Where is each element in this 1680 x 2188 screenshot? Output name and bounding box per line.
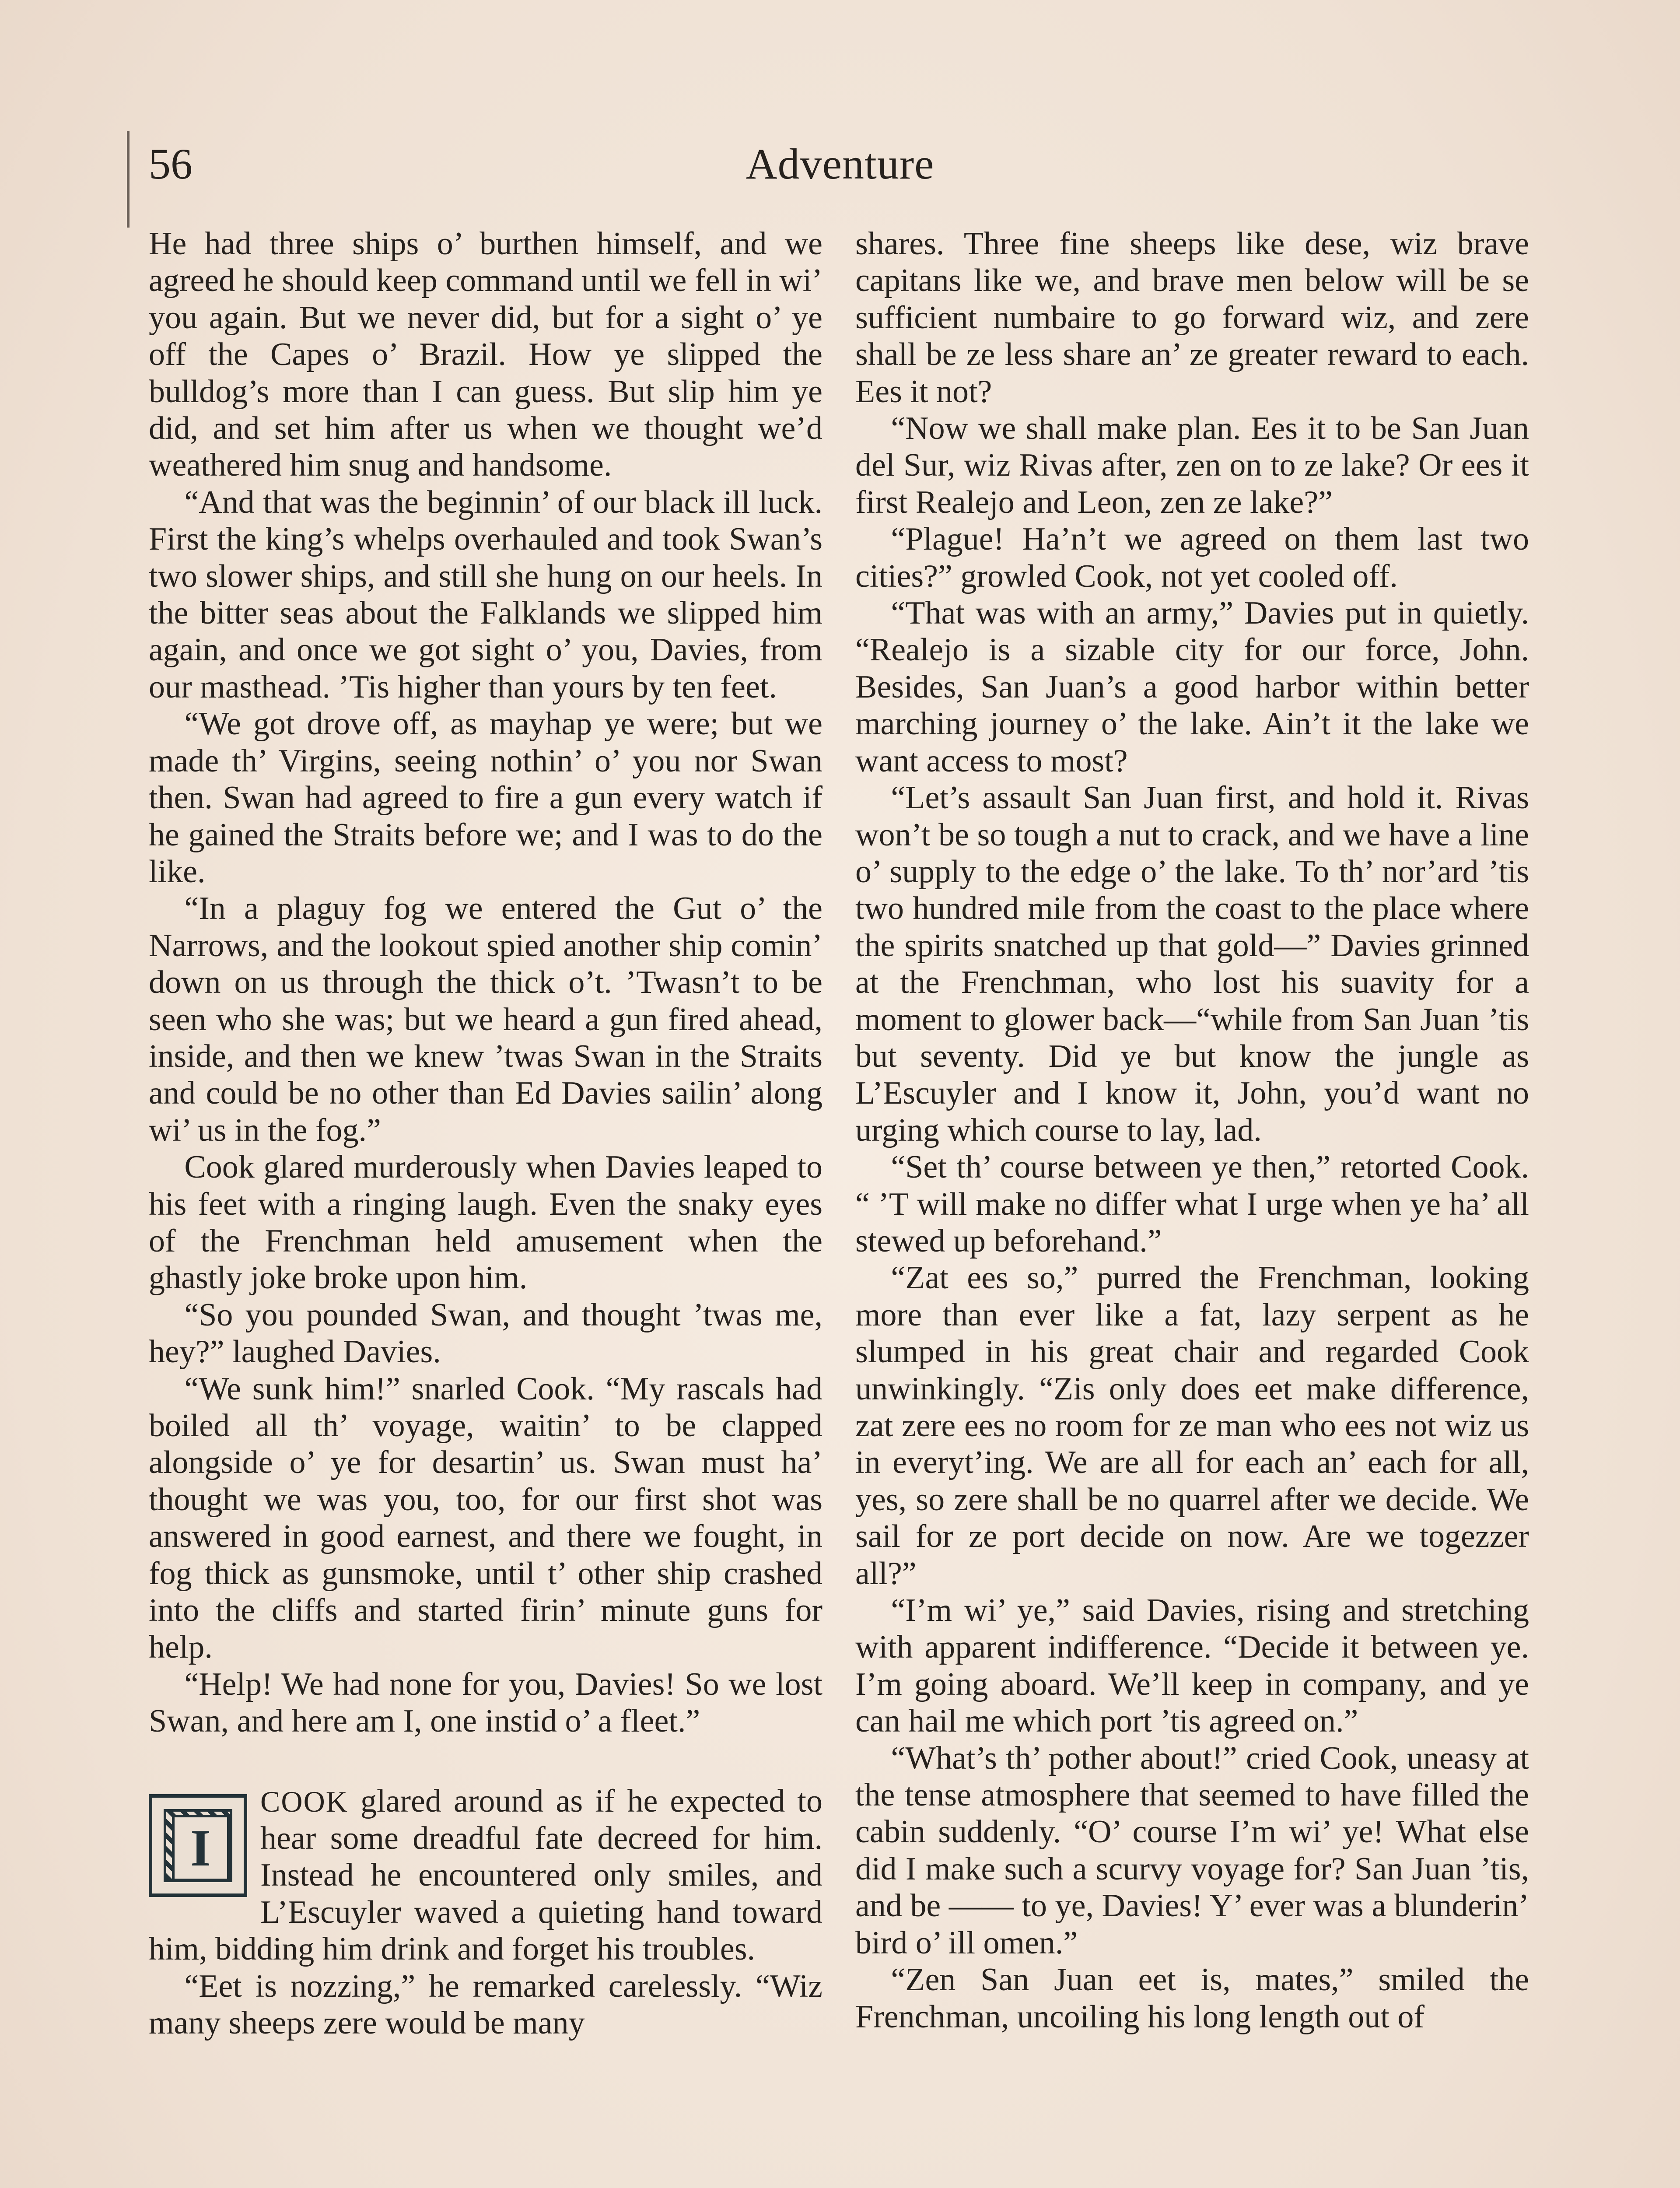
paragraph: “In a plaguy fog we entered the Gut o’ the Narrows, and the lookout spied another ship comin’ down on us through the thick o’t. ’Twasn’t to be seen who she was; but we heard a gun fired ahead, inside, and then we knew ’twas Swan in the Straits and could be no other than Ed Davies sailin’ along wi’ us in the fog.” [149,891,822,1148]
margin-rule [127,131,130,228]
paragraph: “We sunk him!” snarled Cook. “My rascals had boiled all th’ voyage, waitin’ to be clapped alongside o’ ye for desartin’ us. Swan must ha’ thought we was you, too, for our first shot was answered in good earnest, and there we fought, in fog thick as gunsmoke, until t’ other ship crashed into the cliffs and started firin’ minute guns for help. [149,1371,822,1666]
paragraph: shares. Three fine sheeps like dese, wiz brave capitans like we, and brave men below will be se sufficient numbaire to go forward wiz, and zere shall be ze less share an’ ze greater reward to each. Ees it not? [855,226,1529,410]
paragraph: “That was with an army,” Davies put in quietly. “Realejo is a sizable city for our force, John. Besides, San Juan’s a good harbor within better marching journey o’ the lake. Ain’t it the lake we want access to most? [855,595,1529,779]
paragraph: “Zat ees so,” purred the Frenchman, looking more than ever like a fat, lazy serpent as he slumped in his great chair and regarded Cook unwinkingly. “Zis only does eet make difference, zat zere ees no room for ze man who ees not wiz us in everyt’ing. We are all for each an’ each for all, yes, so zere shall be no quarrel after we decide. We sail for ze port decide on now. Are we togezzer all?” [855,1260,1529,1592]
paragraph: “We got drove off, as mayhap ye were; but we made th’ Virgins, seeing nothin’ o’ you nor Swan then. Swan had agreed to fire a gun every watch if he gained the Straits before we; and I was to do the like. [149,706,822,890]
page-number: 56 [149,140,192,188]
magazine-title: Adventure [746,140,934,188]
paragraph: “Plague! Ha’n’t we agreed on them last two cities?” growled Cook, not yet cooled off. [855,521,1529,594]
dropcap-word: COOK [260,1785,348,1818]
paragraph: “I’m wi’ ye,” said Davies, rising and stretching with apparent indifference. “Decide it between ye. I’m going aboard. We’ll keep in company, and ye can hail me which port ’tis agreed on.” [855,1592,1529,1739]
dropcap-text: glared around as if he expected to hear some dreadful fate decreed for him. Instead he encountered only smiles, and L’Escuyler waved a quieting hand toward him, bidding him drink and forget his troubles. [149,1783,822,1967]
left-column [149,225,822,2188]
paragraph: “Set th’ course between ye then,” retorted Cook. “ ’T will make no differ what I urge when ye ha’ all stewed up beforehand.” [855,1149,1529,1259]
paragraph: “Zen San Juan eet is, mates,” smiled the Frenchman, uncoiling his long length out of [855,1962,1529,2035]
dropcap-paragraph [149,1783,822,1968]
paragraph: “Let’s assault San Juan first, and hold it. Rivas won’t be so tough a nut to crack, and we have a line o’ supply to the edge o’ the lake. To th’ nor’ard ’tis two hundred mile from the coast to the place where the spirits snatched up that gold—” Davies grinned at the Frenchman, who lost his suavity for a moment to glower back—“while from San Juan ’tis but seventy. Did ye but know the jungle as L’Escuyler and I know it, John, you’d want no urging which course to lay, lad. [855,780,1529,1148]
paragraph: “Eet is nozzing,” he remarked carelessly. “Wiz many sheeps zere would be many [149,1968,822,2041]
paragraph: He had three ships o’ burthen himself, and we agreed he should keep command until we fell in wi’ you again. But we never did, but for a sight o’ ye off the Capes o’ Brazil. How ye slipped the bulldog’s more than I can guess. But slip him ye did, and set him after us when we thought we’d weathered him snug and handsome. [149,226,822,484]
paragraph: “Now we shall make plan. Ees it to be San Juan del Sur, wiz Rivas after, zen on to ze lake? Or ees it first Realejo and Leon, zen ze lake?” [855,410,1529,520]
dropcap-letter: I [172,1815,230,1881]
paragraph: “So you pounded Swan, and thought ’twas me, hey?” laughed Davies. [149,1297,822,1370]
paragraph: “Help! We had none for you, Davies! So we lost Swan, and here am I, one instid o’ a fleet.” [149,1666,822,1739]
right-column [855,225,1529,2188]
paragraph: Cook glared murderously when Davies leaped to his feet with a ringing laugh. Even the snaky eyes of the Frenchman held amusement when the ghastly joke broke upon him. [149,1149,822,1296]
paragraph: “And that was the beginnin’ of our black ill luck. First the king’s whelps overhauled and took Swan’s two slower ships, and still she hung on our heels. In the bitter seas about the Falklands we slipped him again, and once we got sight o’ you, Davies, from our masthead. ’Tis higher than yours by ten feet. [149,484,822,705]
running-header [144,131,1536,197]
ornamental-dropcap [149,1794,247,1897]
paragraph: “What’s th’ pother about!” cried Cook, uneasy at the tense atmosphere that seemed to have filled the cabin suddenly. “O’ course I’m wi’ ye! What else did I make such a scurvy voyage for? San Juan ’tis, and be —— to ye, Davies! Y’ ever was a blunderin’ bird o’ ill omen.” [855,1740,1529,1961]
